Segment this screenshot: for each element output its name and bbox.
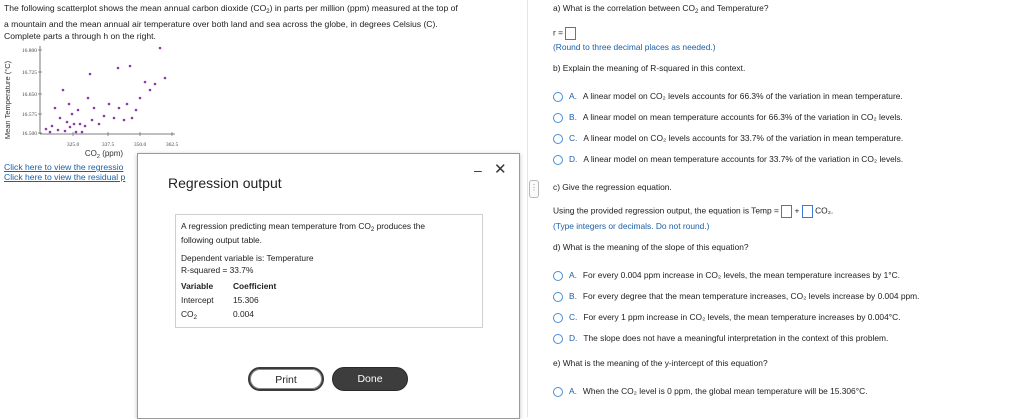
row-intercept-label: Intercept bbox=[181, 295, 214, 305]
scatter-point bbox=[154, 83, 157, 86]
y-tick-label: 16.650 bbox=[21, 92, 37, 98]
output-desc-line1: A regression predicting mean temperature from $CO_2$ produces the bbox=[181, 221, 426, 233]
question-d-option-b[interactable] bbox=[553, 291, 919, 302]
scatter-point bbox=[103, 115, 106, 118]
y-tick-label: 16.500 bbox=[21, 131, 37, 137]
r-input[interactable] bbox=[565, 27, 576, 40]
option-letter: C. bbox=[569, 133, 578, 143]
minimize-icon[interactable]: – bbox=[474, 162, 482, 178]
option-letter: D. bbox=[569, 154, 578, 164]
output-desc-line2: following output table. bbox=[181, 235, 263, 245]
option-letter: B. bbox=[569, 291, 577, 301]
x-tick-label: 362.5 bbox=[165, 142, 179, 148]
scatter-point bbox=[49, 131, 52, 134]
scatter-point bbox=[79, 123, 82, 126]
scatter-xlabel: $CO_2$ (ppm) bbox=[84, 149, 124, 160]
option-letter: B. bbox=[569, 112, 577, 122]
x-tick-label: 350.0 bbox=[133, 142, 147, 148]
scatter-points bbox=[45, 47, 167, 134]
scatter-point bbox=[87, 97, 90, 100]
col-coefficient: Coefficient bbox=[233, 281, 277, 291]
scatter-point bbox=[91, 119, 94, 122]
view-regression-link[interactable]: Click here to view the regressio bbox=[4, 162, 124, 172]
question-a: a) What is the correlation between $CO_2$ and Temperature? bbox=[553, 3, 769, 15]
scatter-point bbox=[77, 109, 80, 112]
y-tick-label: 16.725 bbox=[21, 70, 37, 76]
scatter-point bbox=[159, 47, 162, 50]
close-icon[interactable]: ✕ bbox=[494, 161, 507, 178]
scatter-point bbox=[73, 123, 76, 126]
scatter-point bbox=[164, 77, 167, 80]
done-button[interactable]: Done bbox=[332, 367, 408, 391]
row-co2-coef: 0.004 bbox=[233, 309, 254, 319]
scatter-point bbox=[84, 125, 87, 128]
scatter-point bbox=[108, 103, 111, 106]
question-d-option-a[interactable] bbox=[553, 270, 900, 281]
question-e-option-a[interactable] bbox=[553, 386, 867, 397]
radio-icon[interactable] bbox=[553, 292, 563, 302]
option-letter: A. bbox=[569, 91, 577, 101]
scatter-point bbox=[135, 109, 138, 112]
panel-divider bbox=[527, 0, 528, 417]
intro-line-1: The following scatterplot shows the mean annual carbon dioxide $(CO_2)$ in parts per million (ppm) measured at the top of bbox=[4, 3, 458, 15]
question-e: e) What is the meaning of the y-intercept of this equation? bbox=[553, 358, 768, 368]
scatter-point bbox=[69, 126, 72, 129]
scatter-point bbox=[81, 131, 84, 134]
scatter-point bbox=[45, 128, 48, 131]
scatter-point bbox=[57, 129, 60, 132]
equation-row: Using the provided regression output, the equation is Temp = + CO₂. bbox=[553, 205, 833, 218]
option-text: For every 1 ppm increase in CO₂ levels, the mean temperature increases by 0.004°C. bbox=[583, 312, 901, 322]
radio-icon[interactable] bbox=[553, 92, 563, 102]
scatter-point bbox=[93, 107, 96, 110]
links-area bbox=[4, 162, 125, 182]
scatter-yticks bbox=[22, 48, 42, 137]
scatter-point bbox=[131, 117, 134, 120]
question-b-option-c[interactable] bbox=[553, 133, 903, 144]
question-b-option-a[interactable] bbox=[553, 91, 903, 102]
option-text: A linear model on mean temperature accounts for 66.3% of the variation in CO₂ levels. bbox=[582, 112, 903, 122]
scatter-point bbox=[89, 73, 92, 76]
scatter-point bbox=[126, 103, 129, 106]
question-d-option-c[interactable] bbox=[553, 312, 900, 323]
scatter-point bbox=[98, 123, 101, 126]
scatter-point bbox=[68, 103, 71, 106]
r-answer-row: r = bbox=[553, 27, 576, 40]
questions-panel bbox=[553, 0, 1013, 417]
r-squared: R-squared = 33.7% bbox=[181, 265, 254, 275]
intro-line-2: a mountain and the mean annual air temperature over both land and sea across the globe, in degrees Celsius (C). bbox=[4, 19, 438, 29]
question-d-option-d[interactable] bbox=[553, 333, 888, 344]
radio-icon[interactable] bbox=[553, 155, 563, 165]
y-tick-label: 16.800 bbox=[21, 48, 37, 54]
intro-line-3: Complete parts a through h on the right. bbox=[4, 31, 156, 41]
question-b-option-d[interactable] bbox=[553, 154, 903, 165]
regression-output-dialog bbox=[137, 153, 520, 419]
scatter-point bbox=[117, 67, 120, 70]
scatter-point bbox=[66, 121, 69, 124]
question-d: d) What is the meaning of the slope of this equation? bbox=[553, 242, 749, 252]
option-letter: A. bbox=[569, 270, 577, 280]
option-text: For every 0.004 ppm increase in CO₂ levels, the mean temperature increases by 1°C. bbox=[582, 270, 901, 280]
radio-icon[interactable] bbox=[553, 387, 563, 397]
scatter-point bbox=[75, 131, 78, 134]
scatter-point bbox=[144, 81, 147, 84]
option-text: For every degree that the mean temperature increases, CO₂ levels increase by 0.004 ppm. bbox=[582, 291, 920, 301]
scatter-ylabel: Mean Temperature (°C) bbox=[3, 60, 12, 140]
option-text: The slope does not have a meaningful interpretation in the context of this problem. bbox=[583, 333, 889, 343]
question-b: b) Explain the meaning of R-squared in this context. bbox=[553, 63, 746, 73]
x-tick-label: 337.5 bbox=[101, 142, 115, 148]
scatter-point bbox=[123, 119, 126, 122]
option-text: When the CO₂ level is 0 ppm, the global mean temperature will be 15.306°C. bbox=[582, 386, 868, 396]
radio-icon[interactable] bbox=[553, 113, 563, 123]
option-letter: A. bbox=[569, 386, 577, 396]
scatter-point bbox=[113, 117, 116, 120]
equation-note: (Type integers or decimals. Do not round.) bbox=[553, 221, 710, 231]
slope-input[interactable] bbox=[802, 205, 813, 218]
dependent-variable: Dependent variable is: Temperature bbox=[181, 253, 314, 263]
panel-resize-handle[interactable]: ⋮ bbox=[529, 180, 539, 198]
problem-intro bbox=[4, 2, 524, 42]
scatterplot bbox=[0, 38, 180, 160]
option-text: A linear model on CO₂ levels accounts for 66.3% of the variation in mean temperature. bbox=[582, 91, 903, 101]
y-tick-label: 16.575 bbox=[21, 112, 37, 118]
scatter-point bbox=[139, 97, 142, 100]
scatter-point bbox=[64, 130, 67, 133]
radio-icon[interactable] bbox=[553, 271, 563, 281]
radio-icon[interactable] bbox=[553, 134, 563, 144]
scatter-point bbox=[71, 113, 74, 116]
view-residual-link[interactable]: Click here to view the residual p bbox=[4, 172, 126, 182]
radio-icon[interactable] bbox=[553, 334, 563, 344]
question-b-option-b[interactable] bbox=[553, 112, 903, 123]
intercept-input[interactable] bbox=[781, 205, 792, 218]
dialog-title: Regression output bbox=[168, 175, 282, 191]
scatter-point bbox=[51, 125, 54, 128]
option-letter: C. bbox=[569, 312, 578, 322]
option-letter: D. bbox=[569, 333, 578, 343]
question-c: c) Give the regression equation. bbox=[553, 182, 672, 192]
option-text: A linear model on CO₂ levels accounts for 33.7% of the variation in mean temperature. bbox=[583, 133, 904, 143]
radio-icon[interactable] bbox=[553, 313, 563, 323]
x-tick-label: 325.0 bbox=[66, 142, 80, 148]
col-variable: Variable bbox=[181, 281, 214, 291]
scatter-point bbox=[62, 89, 65, 92]
option-text: A linear model on mean temperature accounts for 33.7% of the variation in CO₂ levels. bbox=[583, 154, 904, 164]
scatter-point bbox=[149, 89, 152, 92]
row-co2-label: $CO_2$ bbox=[181, 309, 197, 321]
scatter-point bbox=[59, 117, 62, 120]
round-note: (Round to three decimal places as needed.) bbox=[553, 42, 716, 52]
scatter-point bbox=[54, 107, 57, 110]
scatter-point bbox=[129, 65, 132, 68]
print-button[interactable]: Print bbox=[248, 367, 324, 391]
scatter-point bbox=[118, 107, 121, 110]
row-intercept-coef: 15.306 bbox=[233, 295, 259, 305]
regression-output-box bbox=[175, 214, 483, 328]
